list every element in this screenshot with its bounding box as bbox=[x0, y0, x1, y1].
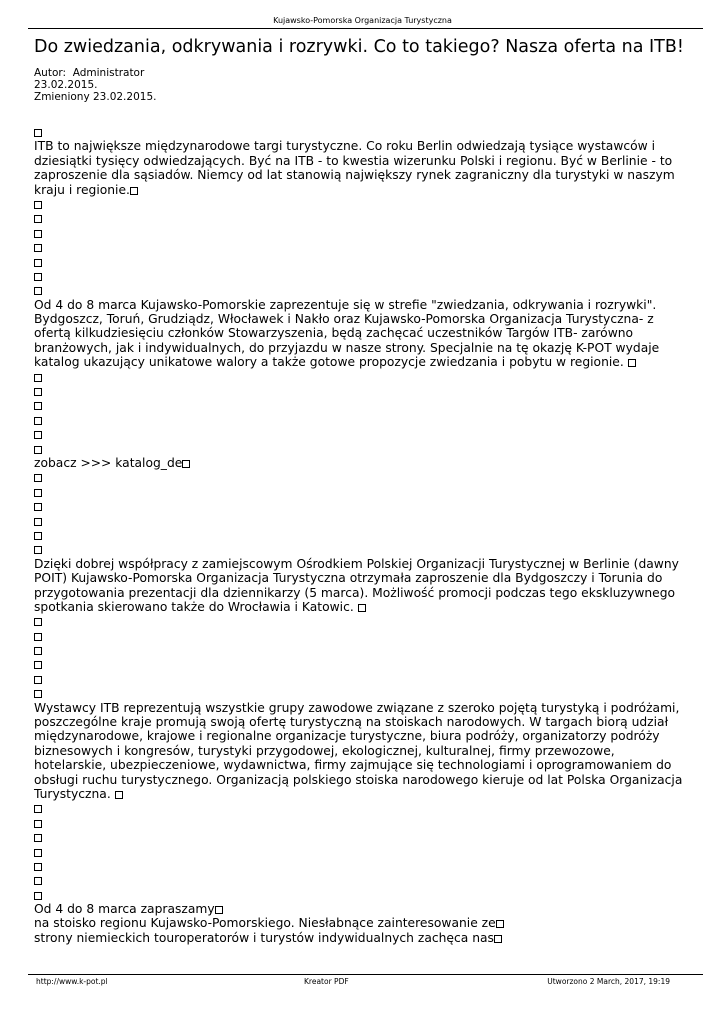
body-line bbox=[34, 255, 694, 269]
article-date: 23.02.2015. bbox=[34, 79, 98, 91]
body-line-text: POIT) Kujawsko-Pomorska Organizacja Turystyczna otrzymała zaproszenie dla Bydgoszczy i Torunia do bbox=[34, 571, 663, 586]
article-title: Do zwiedzania, odkrywania i rozrywki. Co to takiego? Nasza oferta na ITB! bbox=[34, 37, 684, 57]
body-line-text: ITB to największe międzynarodowe targi turystyczne. Co roku Berlin odwiedzają tysiące wystawców i bbox=[34, 139, 656, 154]
body-line-text: poszczególne kraje promują swoją ofertę turystyczną na stoiskach narodowych. W targach biorą udział bbox=[34, 715, 669, 730]
missing-glyph-icon bbox=[115, 791, 123, 799]
body-line bbox=[34, 269, 694, 283]
body-line-text: Od 4 do 8 marca Kujawsko-Pomorskie zaprezentuje się w strefie "zwiedzania, odkrywania i rozrywki". bbox=[34, 297, 657, 312]
body-line bbox=[34, 758, 694, 772]
body-line bbox=[34, 787, 694, 801]
body-line bbox=[34, 470, 694, 484]
missing-glyph-icon bbox=[34, 503, 42, 511]
body-line-text: Bydgoszcz, Toruń, Grudziądz, Włocławek i Nakło oraz Kujawsko-Pomorska Organizacja Turystyczna- z bbox=[34, 312, 654, 327]
missing-glyph-icon bbox=[34, 661, 42, 669]
body-line bbox=[34, 456, 694, 470]
missing-glyph-icon bbox=[34, 834, 42, 842]
body-line bbox=[34, 715, 694, 729]
footer-created: Utworzono 2 March, 2017, 19:19 bbox=[547, 977, 670, 986]
body-line bbox=[34, 571, 694, 585]
body-line bbox=[34, 801, 694, 815]
body-line bbox=[34, 657, 694, 671]
body-line bbox=[34, 355, 694, 369]
body-line bbox=[34, 370, 694, 384]
missing-glyph-icon bbox=[34, 446, 42, 454]
body-line bbox=[34, 485, 694, 499]
body-line bbox=[34, 514, 694, 528]
missing-glyph-icon bbox=[34, 474, 42, 482]
missing-glyph-icon bbox=[34, 417, 42, 425]
missing-glyph-icon bbox=[34, 690, 42, 698]
missing-glyph-icon bbox=[215, 906, 223, 914]
footer-generator: Kreator PDF bbox=[304, 977, 349, 986]
body-line bbox=[34, 873, 694, 887]
body-line bbox=[34, 586, 694, 600]
missing-glyph-icon bbox=[34, 244, 42, 252]
missing-glyph-icon bbox=[34, 546, 42, 554]
body-line bbox=[34, 240, 694, 254]
body-line bbox=[34, 312, 694, 326]
body-line bbox=[34, 211, 694, 225]
body-line-text: strony niemieckich touroperatorów i turystów indywidualnych zachęca nas bbox=[34, 930, 494, 945]
missing-glyph-icon bbox=[182, 460, 190, 468]
missing-glyph-icon bbox=[34, 201, 42, 209]
missing-glyph-icon bbox=[130, 187, 138, 195]
missing-glyph-icon bbox=[628, 359, 636, 367]
body-line bbox=[34, 600, 694, 614]
missing-glyph-icon bbox=[34, 805, 42, 813]
body-line bbox=[34, 168, 694, 182]
missing-glyph-icon bbox=[34, 230, 42, 238]
body-line bbox=[34, 154, 694, 168]
body-line bbox=[34, 341, 694, 355]
missing-glyph-icon bbox=[34, 647, 42, 655]
body-line bbox=[34, 672, 694, 686]
header-site-title: Kujawsko-Pomorska Organizacja Turystyczna bbox=[273, 16, 452, 25]
body-line-text: spotkania skierowano także do Wrocławia i Katowic. bbox=[34, 599, 358, 614]
body-line-text: Wystawcy ITB reprezentują wszystkie grupy zawodowe związane z szeroko pojętą turystyką i podróżami, bbox=[34, 700, 680, 715]
body-line bbox=[34, 845, 694, 859]
body-line-text: Dzięki dobrej współpracy z zamiejscowym Ośrodkiem Polskiej Organizacji Turystycznej w Berlinie (dawny bbox=[34, 556, 679, 571]
body-line bbox=[34, 729, 694, 743]
body-line-text: Turystyczna. bbox=[34, 786, 115, 801]
body-line-text: na stoisko regionu Kujawsko-Pomorskiego. Niesłabnące zainteresowanie ze bbox=[34, 916, 496, 931]
body-line bbox=[34, 283, 694, 297]
body-line bbox=[34, 442, 694, 456]
body-line bbox=[34, 916, 694, 930]
missing-glyph-icon bbox=[34, 877, 42, 885]
missing-glyph-icon bbox=[34, 892, 42, 900]
header-divider bbox=[28, 28, 703, 29]
missing-glyph-icon bbox=[34, 388, 42, 396]
body-line-text: dziesiątki tysięcy odwiedzających. Być na ITB - to kwestia wizerunku Polski i regionu. Być w Berlinie - to bbox=[34, 153, 673, 168]
missing-glyph-icon bbox=[34, 489, 42, 497]
body-line-text: zobacz >>> katalog_de bbox=[34, 455, 183, 470]
body-line bbox=[34, 413, 694, 427]
missing-glyph-icon bbox=[34, 633, 42, 641]
body-line-text: zaproszenie dla sąsiadów. Niemcy od lat stanowią największy rynek zagraniczny dla turystyki w naszym bbox=[34, 168, 675, 183]
body-line-text: obsługi ruchu turystycznego. Organizacją polskiego stoiska narodowego kieruje od lat Polska Organizacja bbox=[34, 772, 683, 787]
modified-date: Zmieniony 23.02.2015. bbox=[34, 91, 157, 103]
body-line bbox=[34, 542, 694, 556]
body-line bbox=[34, 183, 694, 197]
body-line bbox=[34, 398, 694, 412]
body-line-text: Od 4 do 8 marca zapraszamy bbox=[34, 902, 215, 917]
body-line bbox=[34, 499, 694, 513]
missing-glyph-icon bbox=[34, 849, 42, 857]
body-line bbox=[34, 326, 694, 340]
body-line-text: międzynarodowe, krajowe i regionalne organizacje turystyczne, biura podróży, organizatorzy podróży bbox=[34, 729, 660, 744]
body-line bbox=[34, 557, 694, 571]
body-line-text: katalog ukazujący unikatowe walory a także gotowe propozycje zwiedzania i pobytu w regionie. bbox=[34, 355, 628, 370]
body-line bbox=[34, 197, 694, 211]
body-line-text: ofertą kilkudziesięciu członków Stowarzyszenia, będą zachęcać uczestników Targów ITB- zarówno bbox=[34, 326, 634, 341]
body-line bbox=[34, 139, 694, 153]
body-line bbox=[34, 298, 694, 312]
body-line bbox=[34, 744, 694, 758]
body-line bbox=[34, 830, 694, 844]
missing-glyph-icon bbox=[34, 273, 42, 281]
body-line bbox=[34, 888, 694, 902]
body-line bbox=[34, 773, 694, 787]
missing-glyph-icon bbox=[496, 920, 504, 928]
missing-glyph-icon bbox=[34, 863, 42, 871]
missing-glyph-icon bbox=[34, 532, 42, 540]
body-line bbox=[34, 816, 694, 830]
body-line bbox=[34, 384, 694, 398]
body-line bbox=[34, 643, 694, 657]
body-line bbox=[34, 125, 694, 139]
body-line-text: hotelarskie, ubezpieczeniowe, wydawnictwa, firmy zajmujące się technologiami i oprogramowaniem do bbox=[34, 758, 672, 773]
missing-glyph-icon bbox=[34, 431, 42, 439]
body-line bbox=[34, 686, 694, 700]
missing-glyph-icon bbox=[34, 618, 42, 626]
body-line-text: branżowych, jak i indywidualnych, do przyjazdu w nasze strony. Specjalnie na tę okazję K-POT wydaje bbox=[34, 340, 660, 355]
missing-glyph-icon bbox=[34, 259, 42, 267]
missing-glyph-icon bbox=[34, 518, 42, 526]
missing-glyph-icon bbox=[34, 129, 42, 137]
missing-glyph-icon bbox=[358, 604, 366, 612]
body-line bbox=[34, 902, 694, 916]
missing-glyph-icon bbox=[34, 287, 42, 295]
body-line bbox=[34, 859, 694, 873]
footer-divider bbox=[28, 974, 703, 975]
author-line: Autor: Administrator bbox=[34, 67, 145, 79]
body-line-text: biznesowych i kongresów, turystyki przygodowej, ekologicznej, kulturalnej, firmy przewozowe, bbox=[34, 743, 615, 758]
missing-glyph-icon bbox=[34, 374, 42, 382]
missing-glyph-icon bbox=[34, 676, 42, 684]
missing-glyph-icon bbox=[34, 820, 42, 828]
body-line bbox=[34, 931, 694, 945]
missing-glyph-icon bbox=[34, 215, 42, 223]
footer-url[interactable]: http://www.k-pot.pl bbox=[36, 977, 108, 986]
body-line bbox=[34, 427, 694, 441]
body-line bbox=[34, 528, 694, 542]
missing-glyph-icon bbox=[494, 935, 502, 943]
body-line-text: przygotowania prezentacji dla dziennikarzy (5 marca). Możliwość promocji podczas tego ekskluzywnego bbox=[34, 585, 676, 600]
body-line bbox=[34, 701, 694, 715]
body-line bbox=[34, 614, 694, 628]
article-meta bbox=[34, 67, 156, 103]
body-line bbox=[34, 226, 694, 240]
article-body bbox=[34, 125, 694, 945]
body-line-text: kraju i regionie. bbox=[34, 182, 130, 197]
body-line bbox=[34, 629, 694, 643]
missing-glyph-icon bbox=[34, 402, 42, 410]
